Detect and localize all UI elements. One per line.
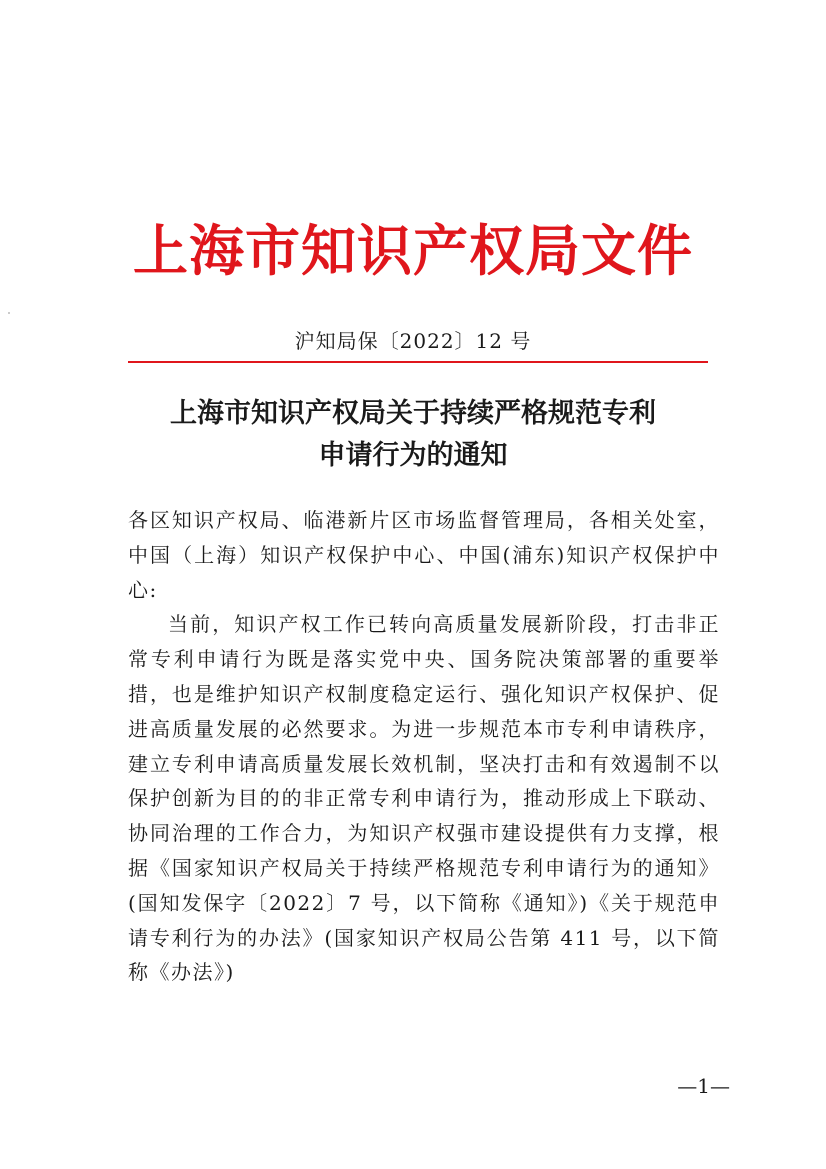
body-paragraph-1: 当前，知识产权工作已转向高质量发展新阶段，打击非正常专利申请行为既是落实党中央、国务院决策部署的重要举措，也是维护知识产权制度稳定运行、强化知识产权保护、促进高质量发展的必然要求。为进一步规范本市专利申请秩序，建立专利申请高质量发展长效机制，坚决打击和有效遏制不以保护创新为目的的非正常专利申请行为，推动形成上下联动、协同治理的工作合力，为知识产权强市建设提供有力支撑，根据《国家知识产权局关于持续严格规范专利申请行为的通知》(国知发保字〔2022〕7 号，以下简称《通知》)《关于规范申请专利行为的办法》(国家知识产权局公告第 411 号，以下简称《办法》) xyxy=(128,612,720,985)
recipients-paragraph: 各区知识产权局、临港新片区市场监督管理局，各相关处室，中国（上海）知识产权保护中心、中国(浦东)知识产权保护中心: xyxy=(128,508,720,602)
document-masthead: 上海市知识产权局文件 xyxy=(132,219,693,283)
red-divider-line xyxy=(128,361,708,363)
notice-title xyxy=(0,393,826,477)
page-number: —1— xyxy=(677,1074,730,1098)
notice-title-line-2: 申请行为的通知 xyxy=(318,440,508,471)
document-number: 沪知局保〔2022〕12 号 xyxy=(294,329,532,353)
notice-title-line-1: 上海市知识产权局关于持续严格规范专利 xyxy=(170,398,656,429)
notice-body xyxy=(128,503,720,990)
scan-speck xyxy=(8,312,10,314)
